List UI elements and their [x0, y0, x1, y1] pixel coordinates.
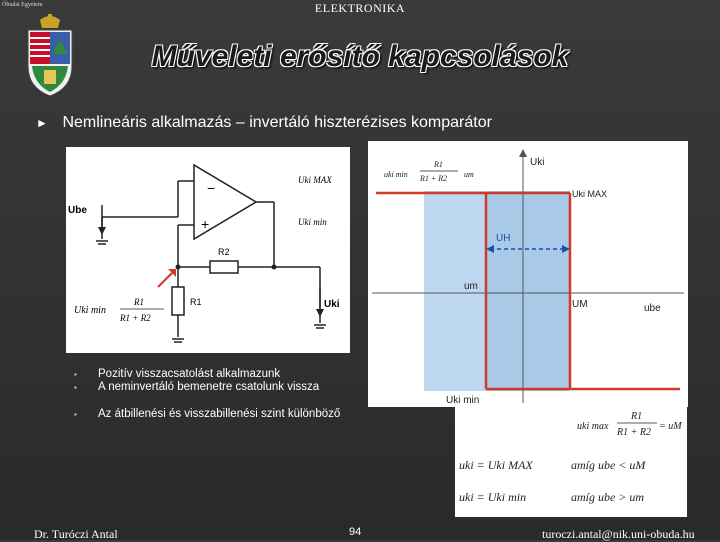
graph-formula-num: R1 [434, 160, 443, 169]
circuit-formula-den: R1 + R2 [120, 313, 151, 323]
square-bullet-icon: ▪ [74, 383, 77, 392]
main-bullet [36, 114, 492, 132]
main-bullet-text: Nemlineáris alkalmazás – invertáló hiszterézises komparátor [62, 114, 492, 131]
formula-row2-cond: amíg ube > um [571, 490, 645, 504]
triangle-bullet-icon: ► [36, 116, 48, 130]
formula-box [455, 407, 687, 517]
list-item [74, 408, 340, 421]
circuit-diagram [66, 147, 350, 353]
ube-label: Ube [68, 205, 87, 216]
graph-formula-lhs: uki min [384, 170, 408, 179]
graph-uh-label: UH [496, 233, 511, 244]
footer-page-number: 94 [349, 526, 362, 538]
graph-um-label: um [464, 281, 478, 292]
uki-min-label: Uki min [298, 217, 327, 227]
sub-bullet-list [74, 368, 340, 421]
formula-row1-cond: amíg ube < uM [571, 458, 646, 472]
formula-row1: uki = Uki MAX [459, 458, 533, 472]
uki-label: Uki [324, 299, 340, 310]
sub-bullet-text: A neminvertáló bemenetre csatolunk vissza [98, 381, 320, 393]
sub-bullet-text: Az átbillenési és visszabillenési szint különböző [98, 408, 341, 420]
header-bar [0, 0, 720, 16]
graph-formula-rhs: um [464, 170, 474, 179]
plus-sign: + [201, 216, 210, 232]
list-item [74, 381, 340, 394]
list-item [74, 368, 340, 381]
graph-uM-label: UM [572, 299, 588, 310]
formula-top-rhs: = uM [659, 421, 682, 432]
footer-email: turoczi.antal@nik.uni-obuda.hu [542, 527, 695, 541]
formula-row2: uki = Uki min [459, 490, 527, 504]
square-bullet-icon: ▪ [74, 410, 77, 419]
square-bullet-icon: ▪ [74, 370, 77, 379]
graph-svg [368, 141, 688, 407]
header-title: ELEKTRONIKA [314, 1, 406, 15]
footer-author: Dr. Turóczi Antal [34, 527, 118, 541]
r2-label: R2 [218, 247, 230, 257]
circuit-formula-lhs: Uki min [74, 305, 106, 316]
red-pointer-arrow [158, 271, 174, 287]
slide-title: Műveleti erősítő kapcsolások [151, 40, 569, 73]
corner-logo: Óbudai Egyetem [2, 2, 43, 8]
graph-ube-label: ube [644, 303, 661, 314]
graph-uki-min-label: Uki min [446, 395, 480, 406]
sub-bullet-text: Pozitív visszacsatolást alkalmazunk [98, 368, 281, 380]
graph-uki-label: Uki [530, 157, 545, 168]
circuit-formula-num: R1 [134, 297, 144, 307]
circuit-svg [66, 147, 350, 353]
formula-top-den: R1 + R2 [617, 427, 651, 438]
r1-label: R1 [190, 297, 202, 307]
formula-top-num: R1 [631, 411, 643, 422]
minus-sign: − [207, 180, 216, 196]
uki-max-label: Uki MAX [298, 175, 332, 185]
formula-svg [455, 407, 687, 517]
hysteresis-graph [368, 141, 688, 407]
graph-formula-den: R1 + R2 [420, 174, 448, 183]
graph-uki-max-label: Uki MAX [572, 189, 608, 199]
formula-top-lhs: uki max [577, 421, 609, 432]
